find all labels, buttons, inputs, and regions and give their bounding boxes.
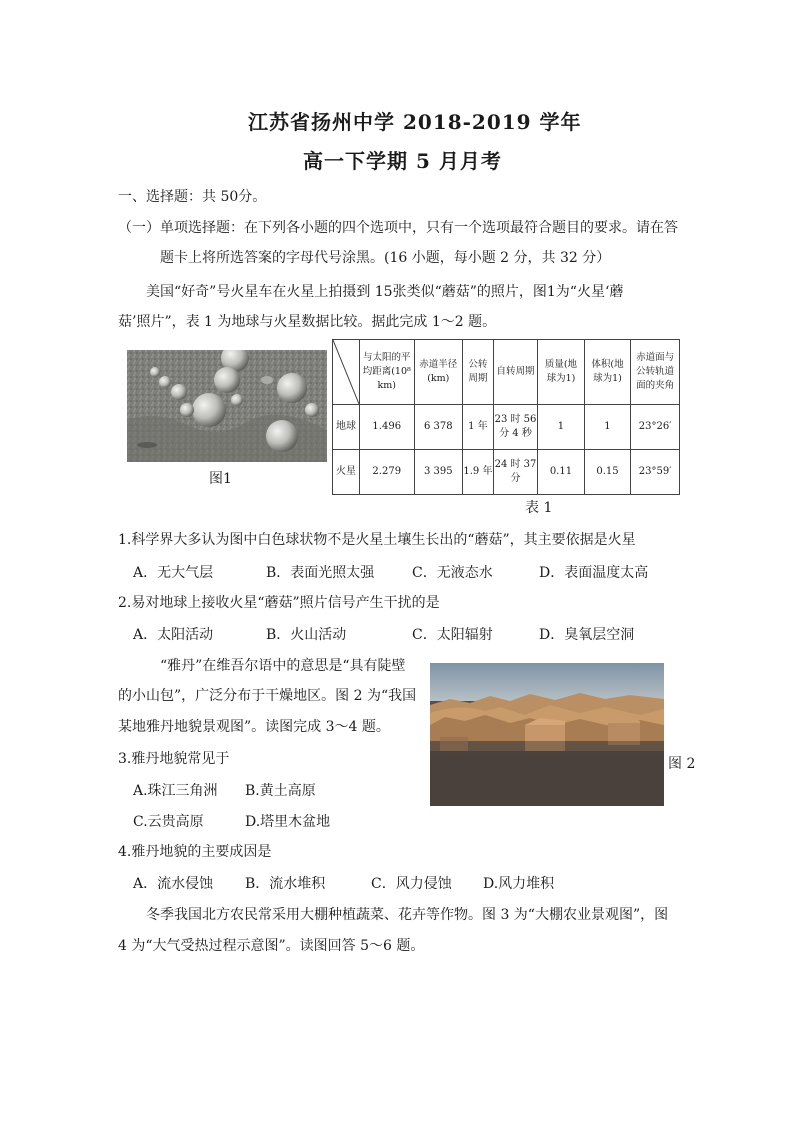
exam-title-line1: 江苏省扬州中学 2018-2019 学年 — [248, 110, 582, 134]
q1-option-a[interactable]: A．无大气层 — [133, 565, 214, 581]
table-header: 质量(地球为1) — [538, 340, 585, 405]
q3-option-d[interactable]: D.塔里木盆地 — [245, 814, 331, 830]
intro3-line2: 4 为“大气受热过程示意图”。读图回答 5～6 题。 — [118, 938, 425, 954]
q1-option-d[interactable]: D．表面温度太高 — [539, 565, 649, 581]
intro1-line2: 菇’照片”，表 1 为地球与火星数据比较。据此完成 1～2 题。 — [118, 314, 497, 330]
table-cell: 2.279 — [360, 450, 415, 495]
q1-option-b[interactable]: B．表面光照太强 — [266, 565, 375, 581]
table-cell: 0.11 — [538, 450, 585, 495]
question2-stem: 2.易对地球上接收火星“蘑菇”照片信号产生干扰的是 — [118, 595, 440, 611]
table-corner — [333, 340, 360, 405]
figure1-caption: 图1 — [209, 471, 232, 487]
table-cell: 1 — [584, 405, 631, 450]
table-cell: 1.9 年 — [463, 450, 494, 495]
table-header: 赤道面与公转轨道面的夹角 — [631, 340, 680, 405]
table-header: 公转周期 — [463, 340, 494, 405]
row-label: 地球 — [333, 405, 360, 450]
question3-stem: 3.雅丹地貌常见于 — [118, 751, 230, 767]
q2-option-a[interactable]: A．太阳活动 — [133, 627, 214, 643]
intro2-line3: 某地雅丹地貌景观图”。读图完成 3～4 题。 — [118, 719, 390, 735]
q3-option-a[interactable]: A.珠江三角洲 — [133, 783, 218, 799]
figure2-caption: 图 2 — [668, 756, 696, 772]
question1-stem: 1.科学界大多认为图中白色球状物不是火星土壤生长出的“蘑菇”，其主要依据是火星 — [118, 532, 636, 548]
table-cell: 1 年 — [463, 405, 494, 450]
q4-option-c[interactable]: C．风力侵蚀 — [371, 876, 452, 892]
table-header: 赤道半径(km) — [414, 340, 463, 405]
intro2-line1: “雅丹”在维吾尔语中的意思是“具有陡壁 — [160, 658, 406, 674]
table-cell: 1 — [538, 405, 585, 450]
instruction-line1: （一）单项选择题：在下列各小题的四个选项中，只有一个选项最符合题目的要求。请在答 — [118, 220, 678, 236]
figure1-photo — [127, 350, 327, 462]
data-table — [332, 339, 680, 495]
table-header: 与太阳的平均距离(10⁸ km) — [360, 340, 415, 405]
table-row — [333, 405, 680, 450]
q3-option-c[interactable]: C.云贵高原 — [133, 814, 204, 830]
table-cell: 1.496 — [360, 405, 415, 450]
figure2-photo — [430, 663, 664, 806]
q4-option-a[interactable]: A．流水侵蚀 — [133, 876, 214, 892]
table-cell: 0.15 — [584, 450, 631, 495]
intro2-line2: 的小山包”，广泛分布于干燥地区。图 2 为“我国 — [118, 688, 417, 704]
q1-option-c[interactable]: C．无液态水 — [412, 565, 493, 581]
table-cell: 23°59′ — [631, 450, 680, 495]
table-cell: 24 时 37 分 — [493, 450, 537, 495]
table-row — [333, 450, 680, 495]
intro3-line1: 冬季我国北方农民常采用大棚种植蔬菜、花卉等作物。图 3 为“大棚农业景观图”，图 — [146, 907, 669, 923]
q4-option-b[interactable]: B．流水堆积 — [245, 876, 326, 892]
table1-caption: 表 1 — [525, 500, 553, 516]
instruction-line2: 题卡上将所选答案的字母代号涂黑。(16 小题，每小题 2 分，共 32 分） — [160, 250, 611, 266]
table-cell: 6 378 — [414, 405, 463, 450]
table-cell: 3 395 — [414, 450, 463, 495]
q2-option-d[interactable]: D．臭氧层空洞 — [539, 627, 635, 643]
exam-title-line2: 高一下学期 5 月月考 — [303, 149, 502, 173]
table-cell: 23°26′ — [631, 405, 680, 450]
table-header: 体积(地球为1) — [584, 340, 631, 405]
q4-option-d[interactable]: D.风力堆积 — [483, 876, 555, 892]
row-label: 火星 — [333, 450, 360, 495]
q2-option-c[interactable]: C．太阳辐射 — [412, 627, 493, 643]
q2-option-b[interactable]: B．火山活动 — [266, 627, 347, 643]
intro1-line1: 美国“好奇”号火星车在火星上拍摄到 15张类似“蘑菇”的照片，图1为“火星‘蘑 — [146, 284, 624, 300]
q3-option-b[interactable]: B.黄土高原 — [245, 783, 316, 799]
section-heading: 一、选择题：共 50分。 — [118, 189, 267, 205]
table-cell: 23 时 56 分 4 秒 — [493, 405, 537, 450]
question4-stem: 4.雅丹地貌的主要成因是 — [118, 844, 272, 860]
table-header: 自转周期 — [493, 340, 537, 405]
